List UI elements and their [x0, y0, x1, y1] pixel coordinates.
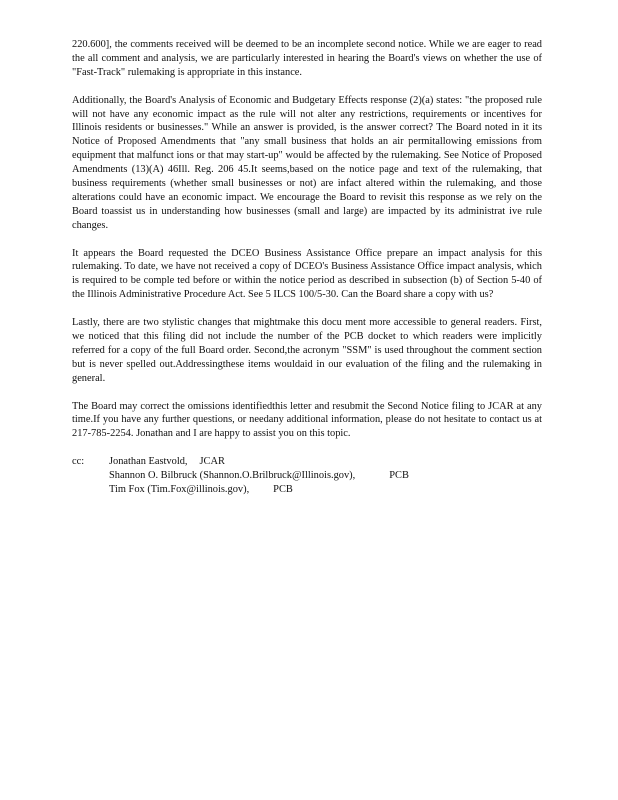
- paragraph-closing: The Board may correct the omissions identifiedthis letter and resubmit the Second Notice filing to JCAR at any time.If you have any further questions, or needany additional information, please do not hesitate to contact us at 217-785-2254. Jonathan and I are happy to assist you on this topic.: [72, 400, 542, 440]
- paragraph-economic-analysis: Additionally, the Board's Analysis of Economic and Budgetary Effects response (2)(a) states: "the proposed rule will not have any economic impact as the rule will not alter any restrictions, requirements or incentives for Illinois residents or businesses." While an answer is provided, is the answer correct? The Board noted in it its Notice of Proposed Amendments that "any small business that holds an air permitallowing emissions from equipment that malfunct ions or that may start-up" would be affected by the rulemaking. See Notice of Proposed Amendments (13)(A) 46Ill. Reg. 206 45.It seems,based on the notice page and text of the rulemaking, that business requirements (whether small businesses or not) are infact altered within the rulemaking, and those alterations could have an economic impact. We encourage the Board to revisit this response as we rely on the Board toassist us in understanding how businesses (small and large) are impacted by its administrat ive rule changes.: [72, 94, 542, 231]
- cc-recipient-name: Jonathan Eastvold,: [109, 456, 188, 468]
- cc-recipients: [109, 455, 542, 497]
- cc-recipient: [109, 483, 542, 497]
- cc-recipient: [109, 469, 542, 483]
- paragraph-dceo-impact: It appears the Board requested the DCEO Business Assistance Office prepare an impact analysis for this rulemaking. To date, we have not received a copy of DCEO's Business Assistance Office impact analysis, which is required to be comple ted before or within the notice period as described in subsection (b) of Section 5-40 of the Illinois Administrative Procedure Act. See 5 ILCS 100/5-30. Can the Board share a copy with us?: [72, 247, 542, 301]
- cc-recipient-org: PCB: [273, 483, 293, 495]
- cc-recipient-name: Shannon O. Bilbruck (Shannon.O.Brilbruck@Illinois.gov),: [109, 470, 356, 482]
- cc-recipient-org: JCAR: [199, 456, 225, 468]
- cc-recipient: [109, 455, 542, 469]
- cc-label: cc:: [72, 456, 85, 468]
- paragraph-stylistic-changes: Lastly, there are two stylistic changes that mightmake this docu ment more accessible to general readers. First, we noticed that this filing did not include the number of the PCB docket to which readers were implicitly referred for a copy of the full Board order. Second,the acronym "SSM" is used throughout the comment section but is never spelled out.Addressingthese items wouldaid in our evaluation of the filing and the rulemaking in general.: [72, 317, 542, 384]
- cc-list: [72, 455, 542, 497]
- letter-body: [72, 38, 542, 497]
- cc-recipient-name: Tim Fox (Tim.Fox@illinois.gov),: [109, 483, 250, 495]
- cc-recipient-org: PCB: [389, 470, 409, 482]
- paragraph-fast-track: 220.600], the comments received will be deemed to be an incomplete second notice. While we are eager to read the all comment and analysis, we are particularly interested in hearing the Board's views on whether the use of "Fast-Track" rulemaking is appropriate in this instance.: [72, 39, 542, 78]
